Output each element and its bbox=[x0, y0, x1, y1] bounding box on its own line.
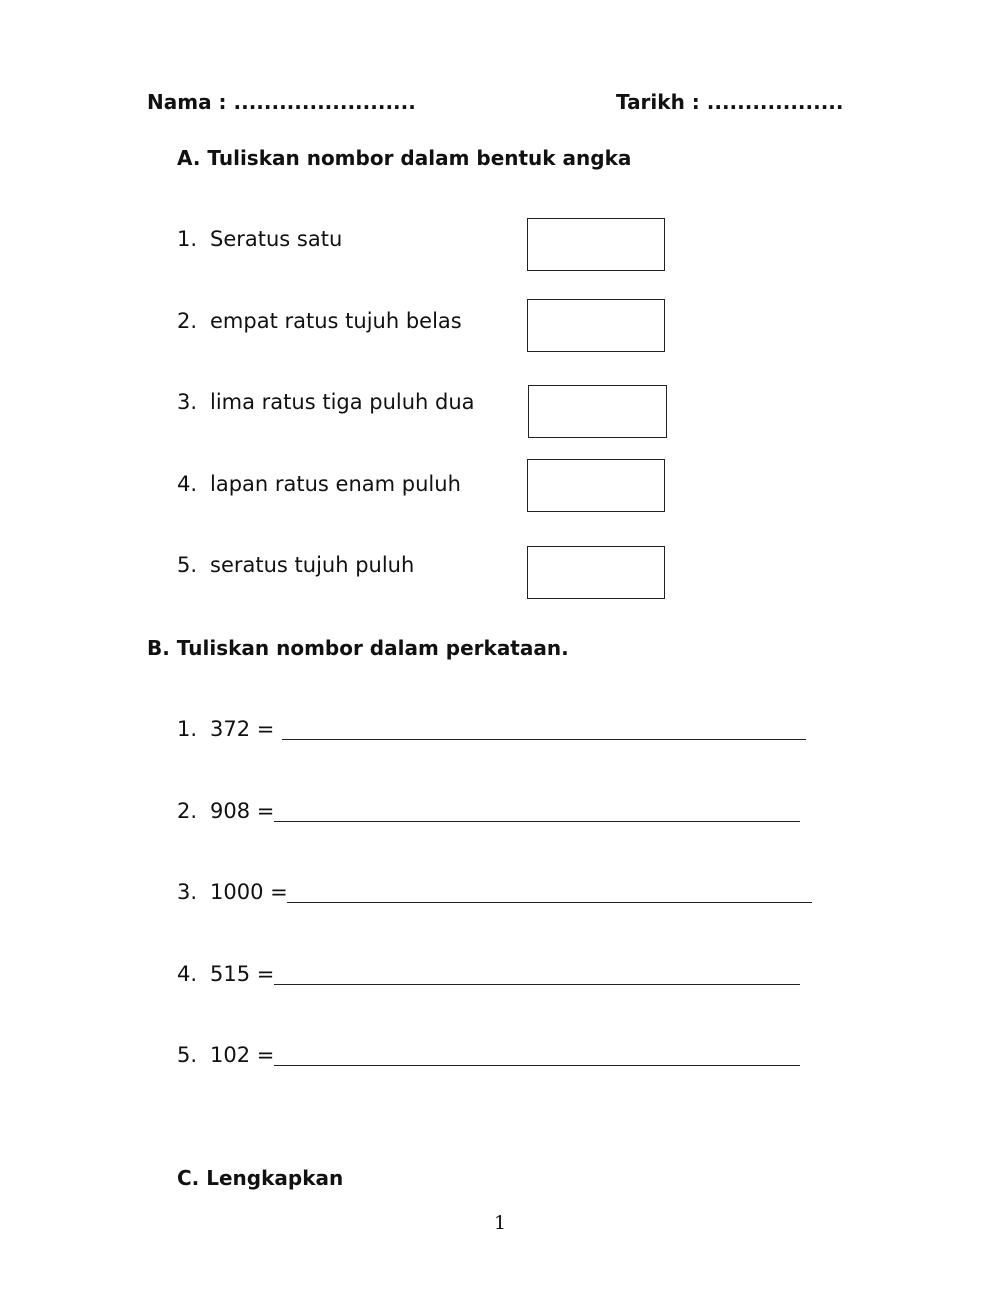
item-number: 5. bbox=[177, 1043, 198, 1067]
answer-box[interactable] bbox=[528, 385, 667, 438]
item-text: lima ratus tiga puluh dua bbox=[210, 390, 475, 414]
item-text: Seratus satu bbox=[210, 227, 343, 251]
item-text: 515 = bbox=[210, 962, 275, 986]
item-number: 2. bbox=[177, 309, 198, 333]
item-text: 908 = bbox=[210, 799, 275, 823]
section-c-title: C. Lengkapkan bbox=[177, 1166, 344, 1190]
item-text: 372 = bbox=[210, 717, 275, 741]
item-text: seratus tujuh puluh bbox=[210, 553, 415, 577]
item-number: 2. bbox=[177, 799, 198, 823]
item-text: 1000 = bbox=[210, 880, 288, 904]
item-text: 102 = bbox=[210, 1043, 275, 1067]
item-text: empat ratus tujuh belas bbox=[210, 309, 462, 333]
item-number: 1. bbox=[177, 717, 198, 741]
answer-line[interactable] bbox=[274, 821, 800, 822]
item-number: 3. bbox=[177, 880, 198, 904]
date-field-label: Tarikh : .................. bbox=[616, 90, 844, 114]
answer-line[interactable] bbox=[274, 984, 800, 985]
item-number: 4. bbox=[177, 472, 198, 496]
name-field-label: Nama : ........................ bbox=[147, 90, 416, 114]
item-text: lapan ratus enam puluh bbox=[210, 472, 461, 496]
item-number: 5. bbox=[177, 553, 198, 577]
answer-line[interactable] bbox=[274, 1065, 800, 1066]
page-number: 1 bbox=[494, 1212, 507, 1234]
answer-line[interactable] bbox=[287, 902, 812, 903]
section-a-title: A. Tuliskan nombor dalam bentuk angka bbox=[177, 146, 632, 170]
item-number: 4. bbox=[177, 962, 198, 986]
answer-box[interactable] bbox=[527, 546, 665, 599]
answer-box[interactable] bbox=[527, 299, 665, 352]
item-number: 3. bbox=[177, 390, 198, 414]
answer-box[interactable] bbox=[527, 459, 665, 512]
answer-line[interactable] bbox=[282, 739, 806, 740]
section-b-title: B. Tuliskan nombor dalam perkataan. bbox=[147, 636, 569, 660]
answer-box[interactable] bbox=[527, 218, 665, 271]
item-number: 1. bbox=[177, 227, 198, 251]
